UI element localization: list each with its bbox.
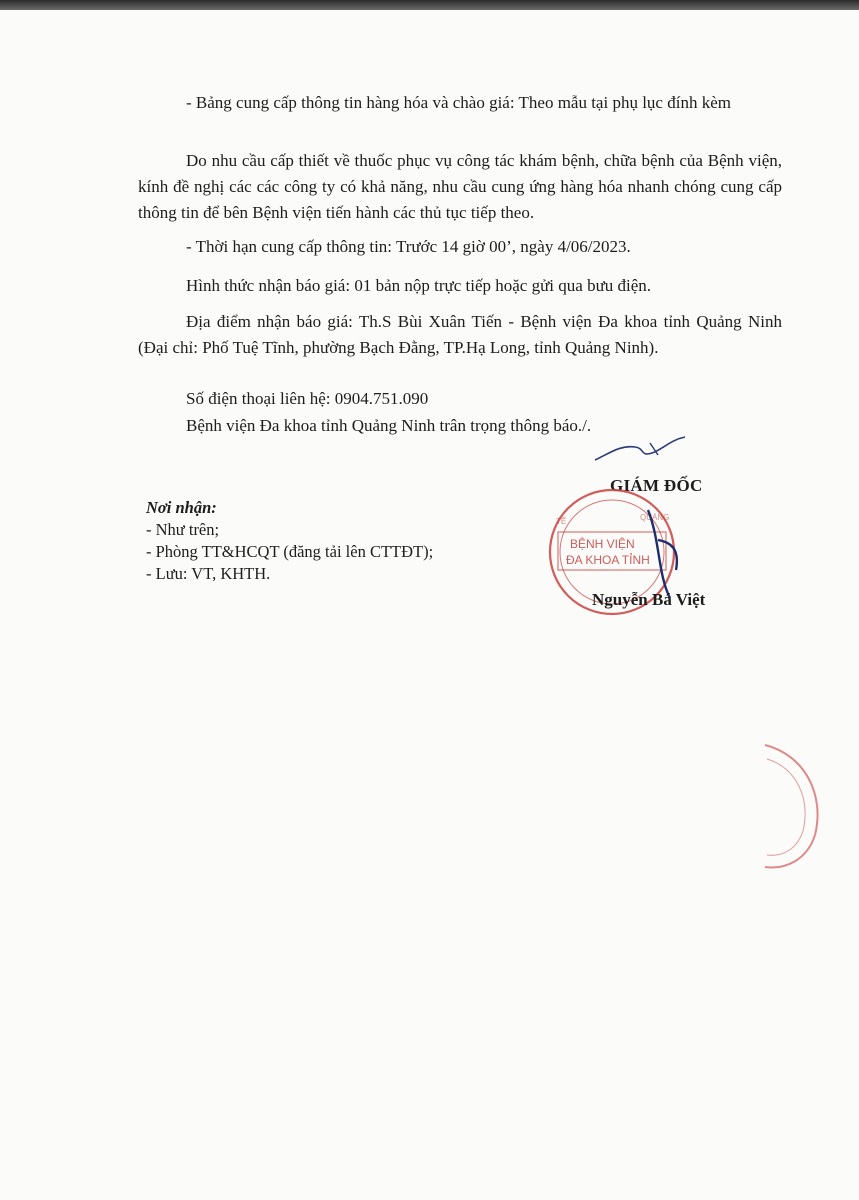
paragraph-phone: Số điện thoại liên hệ: 0904.751.090 (186, 389, 429, 408)
recipients-block (146, 497, 433, 585)
signer-name: Nguyễn Bá Việt (592, 590, 706, 609)
recipients-title: Nơi nhận: (146, 498, 217, 517)
paragraph-attachment: - Bảng cung cấp thông tin hàng hóa và chào giá: Theo mẫu tại phụ lục đính kèm (186, 93, 731, 112)
partial-seal-icon (745, 735, 825, 875)
recipient-item: - Phòng TT&HCQT (đăng tải lên CTTĐT); (146, 542, 434, 561)
paragraph-submission-method: Hình thức nhận báo giá: 01 bản nộp trực tiếp hoặc gửi qua bưu điện. (186, 276, 652, 295)
paragraph-request: Do nhu cầu cấp thiết về thuốc phục vụ công tác khám bệnh, chữa bệnh của Bệnh viện, kính đề nghị các các công ty có khả năng, nhu cầu cung ứng hàng hóa nhanh chóng cung cấp thông tin để bên Bệnh viện tiến hành các thủ tục tiếp theo. (138, 151, 782, 222)
bleed-through (140, 150, 780, 170)
paragraph-submission-location: Địa điểm nhận báo giá: Th.S Bùi Xuân Tiến - Bệnh viện Đa khoa tỉnh Quảng Ninh (Đại chỉ: Phố Tuệ Tĩnh, phường Bạch Đằng, TP.Hạ Long, tỉnh Quảng Ninh). (138, 312, 782, 357)
seal-line-2: ĐA KHOA TỈNH (566, 553, 650, 567)
initial-mark-icon (590, 425, 700, 475)
seal-line-1: BỆNH VIỆN (570, 537, 635, 551)
svg-text:TẾ: TẾ (556, 517, 567, 526)
paragraph-closing: Bệnh viện Đa khoa tỉnh Quảng Ninh trân trọng thông báo./. (186, 416, 592, 435)
recipient-item: - Lưu: VT, KHTH. (146, 564, 271, 583)
signer-title: GIÁM ĐỐC (610, 476, 703, 495)
svg-text:QUẢNG: QUẢNG (640, 513, 670, 522)
recipient-item: - Như trên; (146, 520, 220, 539)
paragraph-deadline: - Thời hạn cung cấp thông tin: Trước 14 giờ 00’, ngày 4/06/2023. (186, 237, 631, 256)
